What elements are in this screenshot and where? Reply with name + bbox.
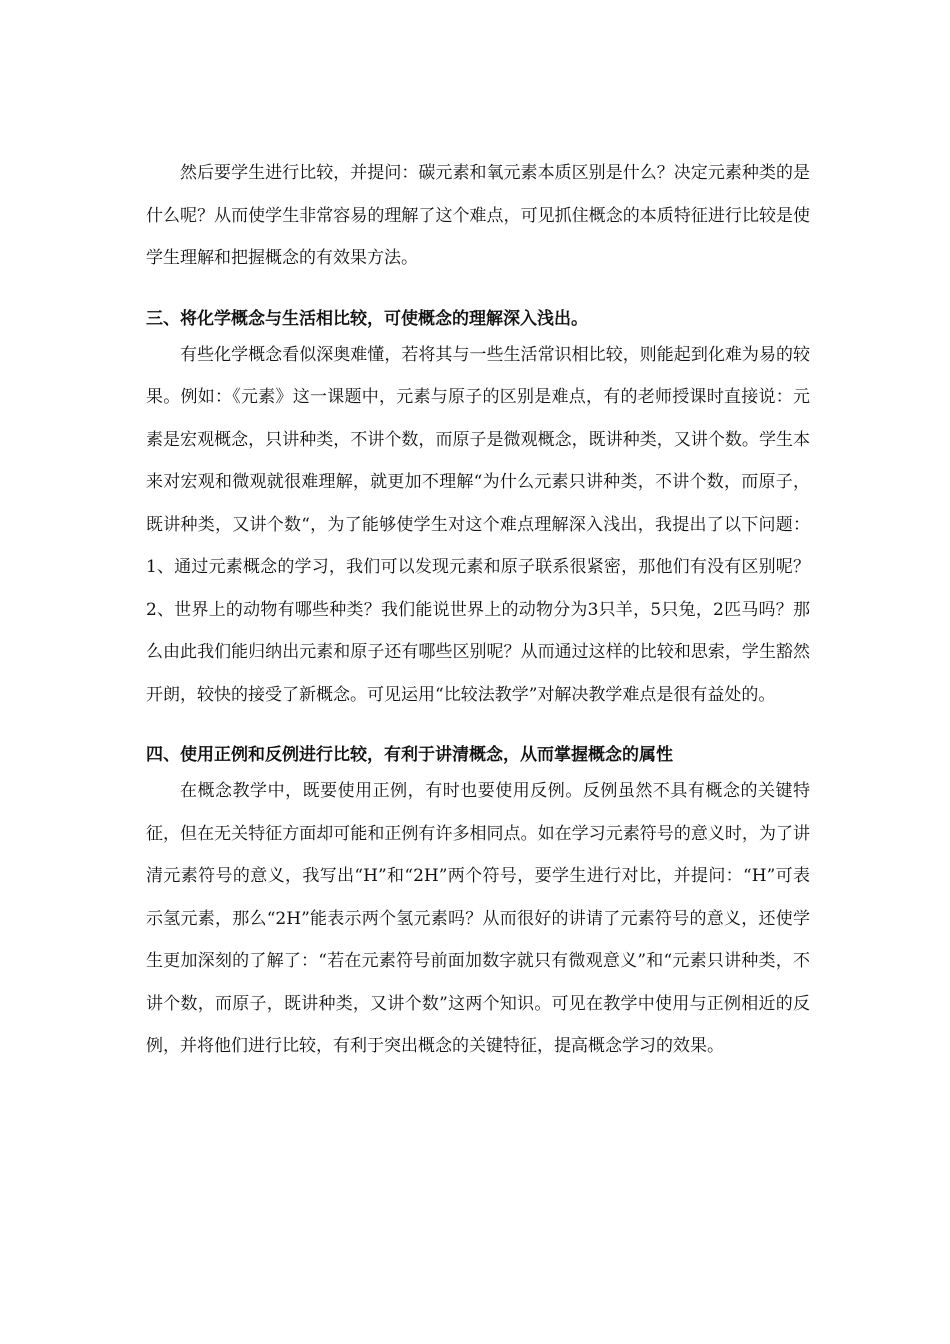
section-heading-3: 三、将化学概念与生活相比较，可使概念的理解深入浅出。 xyxy=(146,308,588,329)
section-heading-4: 四、使用正例和反例进行比较，有利于讲清概念，从而掌握概念的属性 xyxy=(146,745,673,765)
body-paragraph: 然后要学生进行比较，并提问：碳元素和氧元素本质区别是什么？决定元素种类的是什么呢？从而使学生非常容易的理解了这个难点，可见抓住概念的本质特征进行比较是使学生理解和把握概念的有效果方法。 xyxy=(146,163,810,268)
body-paragraph: 有些化学概念看似深奥难懂，若将其与一些生活常识相比较，则能起到化难为易的较果。例如：《元素》这一课题中，元素与原子的区别是难点，有的老师授课时直接说：元素是宏观概念，只讲种类，不讲个数，而原子是微观概念，既讲种类，又讲个数。学生本来对宏观和微观就很难理解，就更加不理解“为什么元素只讲种类，不讲个数，而原子，既讲种类，又讲个数“，为了能够使学生对这个难点理解深入浅出，我提出了以下问题：1、通过元素概念的学习，我们可以发现元素和原子联系很紧密，那他们有没有区别呢？2、世界上的动物有哪些种类？我们能说世界上的动物分为3只羊，5只兔，2匹马吗？那么由此我们能归纳出元素和原子还有哪些区别呢？从而通过这样的比较和思索，学生豁然开朗，较快的接受了新概念。可见运用“比较法教学”对解决教学难点是很有益处的。 xyxy=(146,344,810,705)
document-page xyxy=(146,152,810,1068)
body-paragraph: 在概念教学中，既要使用正例，有时也要使用反例。反例虽然不具有概念的关键特征，但在无关特征方面却可能和正例有许多相同点。如在学习元素符号的意义时，为了讲清元素符号的意义，我写出“H”和“2H”两个符号，要学生进行对比，并提问：“H”可表示氢元素，那么“2H”能表示两个氢元素吗？从而很好的讲请了元素符号的意义，还使学生更加深刻的了解了：“若在元素符号前面加数字就只有微观意义”和“元素只讲种类，不讲个数，而原子，既讲种类，又讲个数”这两个知识。可见在教学中使用与正例相近的反例，并将他们进行比较，有利于突出概念的关键特征，提高概念学习的效果。 xyxy=(146,781,810,1056)
